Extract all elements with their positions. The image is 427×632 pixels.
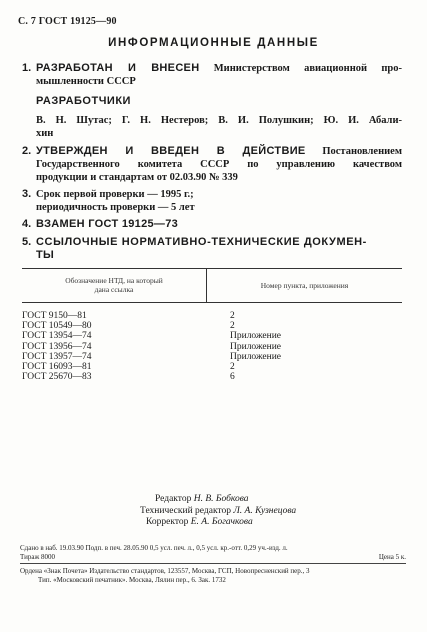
- section-1-caps: РАЗРАБОТАН И ВНЕСЕН: [36, 62, 200, 74]
- table-cell-doc: ГОСТ 13957—74: [22, 351, 92, 362]
- tech-editor-name: Л. А. Кузнецова: [233, 505, 297, 516]
- publisher-line: Ордена «Знак Почета» Издательство стандартов, 123557, Москва, ГСП, Новопресненский пер., 3: [20, 567, 310, 575]
- table-cell-doc: ГОСТ 16093—81: [22, 361, 92, 372]
- table-cell-ref: 2: [230, 361, 235, 372]
- section-5-number: 5.: [22, 236, 32, 248]
- tech-editor-label: Технический редактор: [140, 505, 231, 516]
- page-title: ИНФОРМАЦИОННЫЕ ДАННЫЕ: [108, 37, 319, 49]
- imprint-block: [20, 544, 406, 562]
- printer-line: Тип. «Московский печатник». Москва, Лялин пер., 6. Зак. 1732: [38, 576, 226, 584]
- table-cell-ref: Приложение: [230, 341, 281, 352]
- table-row: [22, 321, 402, 331]
- table-header-col-1-line-2: дана ссылка: [94, 285, 134, 294]
- table-header-rule: [22, 302, 402, 303]
- corrector-label: Корректор: [146, 517, 189, 527]
- page-header: С. 7 ГОСТ 19125—90: [18, 16, 117, 27]
- section-4-caps: ВЗАМЕН ГОСТ 19125—73: [36, 218, 179, 230]
- developers-line-1: В. Н. Шутас; Г. Н. Нестеров; В. И. Полушкин; Ю. И. Абали-: [36, 115, 402, 126]
- section-1-line-1: [36, 62, 402, 75]
- table-cell-ref: 2: [230, 321, 235, 332]
- section-5-caps-2: ТЫ: [36, 249, 55, 261]
- section-5-caps-1: ССЫЛОЧНЫЕ НОРМАТИВНО-ТЕХНИЧЕСКИЕ ДОКУМЕН-: [36, 236, 367, 248]
- table-header-col-2: Номер пункта, приложения: [260, 281, 349, 290]
- imprint-circulation: Тираж 8000: [20, 553, 56, 561]
- section-3-line-1: Срок первой проверки — 1995 г.;: [36, 189, 194, 200]
- table-cell-ref: Приложение: [230, 351, 281, 362]
- table-cell-doc: ГОСТ 9150—81: [22, 311, 87, 321]
- table-cell-doc: ГОСТ 25670—83: [22, 372, 92, 383]
- section-1-number: 1.: [22, 62, 32, 74]
- editor-label: Редактор: [155, 494, 192, 504]
- section-1: [22, 62, 402, 88]
- imprint-line-1: Сдано в наб. 19.03.90 Подп. в печ. 28.05.90 0,5 усл. печ. л., 0,5 усл. кр.-отт. 0,29 уч.-изд. л.: [20, 544, 288, 552]
- section-1-text-2: мышленности СССР: [36, 76, 136, 87]
- section-2: [22, 145, 402, 184]
- corrector-line: [146, 517, 296, 529]
- table-row: [22, 331, 402, 341]
- table-cell-doc: ГОСТ 13956—74: [22, 341, 92, 352]
- table-cell-doc: ГОСТ 10549—80: [22, 321, 92, 332]
- imprint-rule: [20, 563, 406, 564]
- table-top-rule: [22, 268, 402, 269]
- table-row: [22, 342, 402, 352]
- editor-line: [152, 494, 296, 506]
- table-header-col-1-line-1: Обозначение НТД, на который: [65, 276, 163, 285]
- section-2-text-3: продукции и стандартам от 02.03.90 № 339: [36, 172, 238, 183]
- table-row: [22, 311, 402, 321]
- table-cell-ref: 6: [230, 372, 235, 383]
- editor-name: Н. В. Бобкова: [193, 494, 249, 504]
- table-header-col-1: [22, 276, 206, 294]
- table-row: [22, 362, 402, 372]
- imprint-line-2: [20, 553, 406, 562]
- table-cell-doc: ГОСТ 13954—74: [22, 331, 92, 342]
- section-4-number: 4.: [22, 218, 32, 230]
- section-5: [22, 236, 402, 262]
- section-3-number: 3.: [22, 188, 32, 200]
- table-cell-ref: Приложение: [230, 331, 281, 342]
- table-row: [22, 372, 402, 382]
- publisher-block: [20, 567, 406, 585]
- section-3: [22, 188, 402, 214]
- table-row: [22, 352, 402, 362]
- section-2-caps: УТВЕРЖДЕН И ВВЕДЕН В ДЕЙСТВИЕ: [36, 145, 306, 157]
- reference-table-body: [22, 311, 402, 382]
- imprint-price: Цена 5 к.: [378, 553, 406, 561]
- section-4: [22, 218, 402, 231]
- section-2-number: 2.: [22, 145, 32, 157]
- section-2-line-1: [36, 145, 402, 158]
- section-2-text-2: Государственного комитета СССР по управлению качеством: [36, 159, 402, 170]
- developers-heading: РАЗРАБОТЧИКИ: [36, 95, 131, 107]
- corrector-name: Е. А. Богачкова: [190, 517, 253, 527]
- editors-block: [140, 494, 297, 529]
- table-cell-ref: 2: [230, 311, 235, 321]
- section-3-line-2: периодичность проверки — 5 лет: [36, 202, 195, 213]
- developers-line-2: хин: [36, 128, 54, 139]
- section-2-text-1: Постановлением: [322, 146, 402, 157]
- tech-editor-line: [140, 506, 296, 518]
- developers-names: [36, 114, 402, 140]
- section-1-text-1: Министерством авиационной про-: [213, 63, 402, 74]
